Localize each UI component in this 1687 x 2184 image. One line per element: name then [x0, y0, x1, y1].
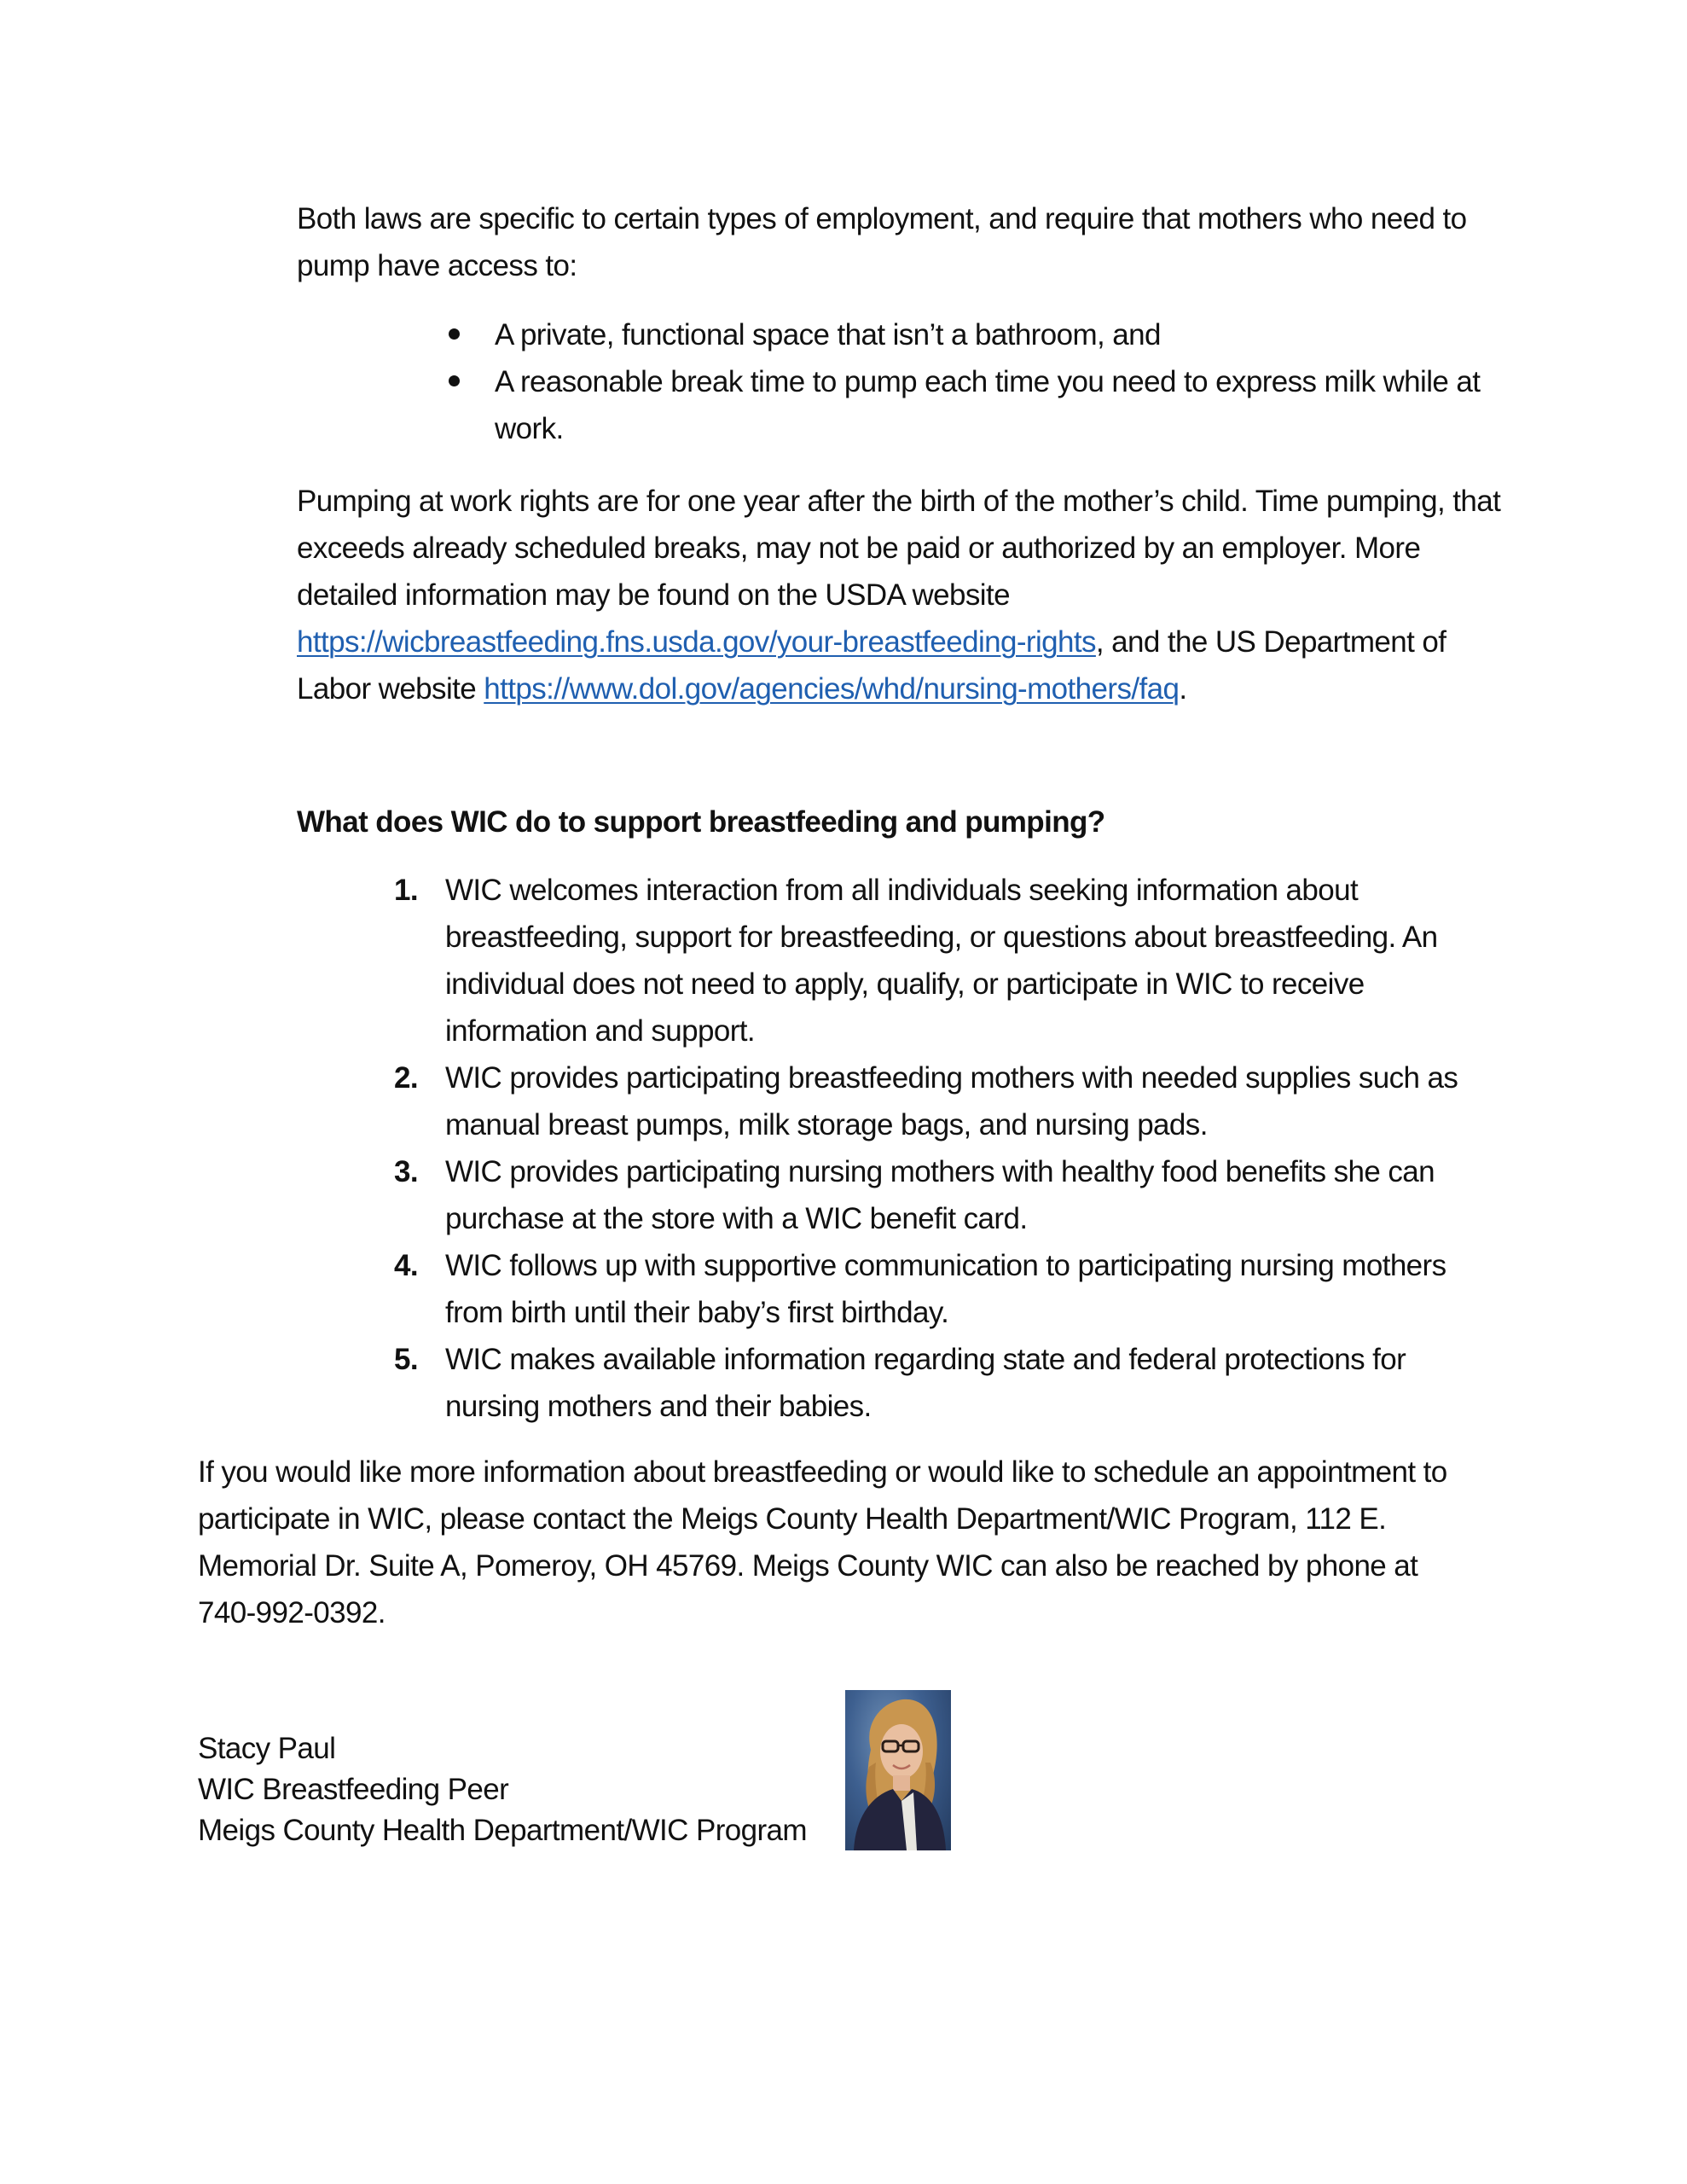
item-text: WIC follows up with supportive communication to participating nursing mothers from birth until their baby’s first birthday. — [445, 1249, 1446, 1329]
numbered-item — [297, 1148, 1491, 1242]
person-portrait-icon — [845, 1690, 951, 1850]
signature-name: Stacy Paul — [198, 1732, 336, 1765]
signature-title: WIC Breastfeeding Peer — [198, 1773, 509, 1806]
bullet-text: A reasonable break time to pump each time you need to express milk while at work. — [495, 365, 1481, 445]
item-number: 3. — [394, 1155, 418, 1188]
item-text: WIC provides participating breastfeeding mothers with needed supplies such as manual breast pumps, milk storage bags, and nursing pads. — [445, 1061, 1458, 1141]
numbered-item — [297, 867, 1491, 1054]
item-number: 5. — [394, 1343, 418, 1376]
signature-organization: Meigs County Health Department/WIC Program — [198, 1814, 807, 1847]
bullet-item — [297, 358, 1491, 452]
rights-paragraph — [297, 478, 1508, 712]
contact-text: If you would like more information about breastfeeding or would like to schedule an appointment to participate in WIC, please contact the Meigs County Health Department/WIC Program, 112 E. Memorial Dr. Suite A, Pomeroy, OH 45769. Meigs County WIC can also be reached by phone at 740-992-0392. — [198, 1455, 1447, 1629]
numbered-item — [297, 1054, 1491, 1148]
dol-link[interactable]: https://www.dol.gov/agencies/whd/nursing-mothers/faq — [484, 672, 1180, 706]
bullet-list — [297, 311, 1491, 452]
bullet-text: A private, functional space that isn’t a bathroom, and — [495, 318, 1161, 351]
bullet-item — [297, 311, 1491, 358]
item-number: 2. — [394, 1061, 418, 1095]
numbered-list — [297, 867, 1491, 1430]
bullet-icon — [449, 328, 460, 340]
rights-text-after: . — [1179, 672, 1187, 706]
item-number: 4. — [394, 1249, 418, 1282]
usda-link[interactable]: https://wicbreastfeeding.fns.usda.gov/your-breastfeeding-rights — [297, 625, 1096, 659]
section-heading: What does WIC do to support breastfeeding and pumping? — [297, 805, 1105, 839]
bullet-icon — [449, 375, 460, 386]
numbered-item — [297, 1242, 1491, 1336]
signature-block — [198, 1728, 880, 1851]
contact-paragraph — [198, 1449, 1477, 1636]
item-number: 1. — [394, 874, 418, 907]
item-text: WIC makes available information regarding state and federal protections for nursing mothers and their babies. — [445, 1343, 1406, 1423]
item-text: WIC provides participating nursing mothers with healthy food benefits she can purchase at the store with a WIC benefit card. — [445, 1155, 1435, 1235]
rights-text-before: Pumping at work rights are for one year after the birth of the mother’s child. Time pumping, that exceeds already scheduled breaks, may not be paid or authorized by an employer. More detailed information may be found on the USDA website — [297, 485, 1501, 612]
numbered-item — [297, 1336, 1491, 1430]
portrait-photo — [845, 1690, 951, 1850]
item-text: WIC welcomes interaction from all individuals seeking information about breastfeeding, support for breastfeeding, or questions about breastfeeding. An individual does not need to apply, qualify, or participate in WIC to receive information and support. — [445, 874, 1438, 1048]
rights-text-middle: , and the US Department of Labor website — [297, 625, 1446, 706]
rights-text — [297, 478, 1508, 712]
intro-paragraph — [297, 195, 1491, 289]
intro-text: Both laws are specific to certain types of employment, and require that mothers who need to pump have access to: — [297, 202, 1467, 282]
